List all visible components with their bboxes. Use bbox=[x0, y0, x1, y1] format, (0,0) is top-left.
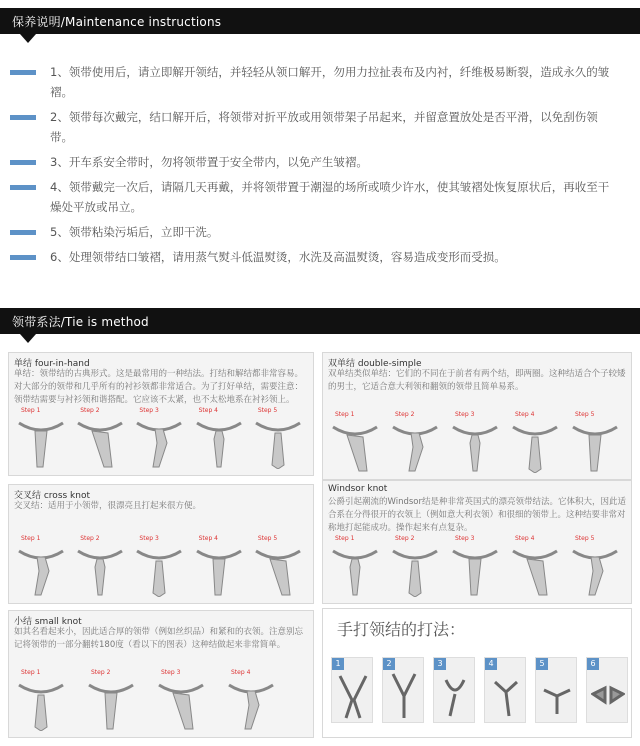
bullet-bar bbox=[10, 185, 36, 190]
knot-panel-hand-bow bbox=[322, 608, 632, 738]
tie-illustration bbox=[72, 541, 128, 597]
list-item-text: 1、领带使用后，请立即解开领结，并轻轻从领口解开，勿用力拉扯表布及内衬，纤维极易断裂，造成永久的皱褶。 bbox=[50, 65, 610, 99]
knot-step bbox=[153, 669, 213, 731]
list-item bbox=[10, 177, 630, 217]
step-number-badge: 3 bbox=[434, 658, 446, 670]
bullet-bar bbox=[10, 160, 36, 165]
knot-step bbox=[327, 535, 387, 597]
knot-step bbox=[507, 411, 567, 473]
tie-illustration bbox=[191, 541, 247, 597]
list-item bbox=[10, 222, 630, 242]
bow-illustration bbox=[591, 670, 625, 720]
step-label: Step 5 bbox=[257, 535, 278, 542]
hand-knot-step bbox=[484, 657, 526, 723]
tie-illustration bbox=[327, 541, 383, 597]
step-number-badge: 5 bbox=[536, 658, 548, 670]
tie-illustration bbox=[327, 417, 383, 473]
knot-steps bbox=[13, 669, 309, 731]
tie-method-banner bbox=[0, 308, 640, 334]
knot-step bbox=[387, 411, 447, 473]
step-label: Step 4 bbox=[515, 411, 535, 418]
tie-illustration bbox=[567, 541, 623, 597]
banner-notch bbox=[20, 334, 36, 343]
bow-illustration bbox=[336, 670, 370, 720]
step-label: Step 5 bbox=[575, 535, 595, 542]
step-label: Step 1 bbox=[335, 411, 355, 418]
knot-steps bbox=[13, 535, 309, 597]
step-number-badge: 2 bbox=[383, 658, 395, 670]
step-label: Step 2 bbox=[80, 535, 100, 542]
knot-description: 单结：领带结的古典形式。这是最常用的一种结法。打结和解结都非常容易。对大部分的领带和几乎所有的衬衫领都非常适合。为了打好单结，需要注意：领带结需要与衬衫领和谐搭配。它应该不太紧，也不太松地系在衬衫领上。 bbox=[14, 369, 304, 405]
knot-panel-windsor bbox=[322, 480, 632, 604]
step-label: Step 2 bbox=[395, 411, 415, 418]
tie-illustration bbox=[191, 413, 247, 469]
knot-description: 交叉结：适用于小领带，很漂亮且打起来很方便。 bbox=[14, 501, 202, 511]
step-label: Step 4 bbox=[515, 535, 535, 542]
tie-illustration bbox=[250, 413, 306, 469]
knot-step bbox=[191, 535, 250, 597]
hand-knot-steps bbox=[331, 657, 628, 723]
step-label: Step 1 bbox=[21, 669, 41, 676]
knot-step bbox=[223, 669, 283, 731]
bullet-bar bbox=[10, 115, 36, 120]
bow-illustration bbox=[387, 670, 421, 720]
tie-illustration bbox=[72, 413, 128, 469]
knot-steps bbox=[327, 535, 627, 597]
tie-illustration bbox=[153, 675, 209, 731]
step-label: Step 1 bbox=[335, 535, 355, 542]
knot-description: 双单结类似单结：它们的不同在于前者有两个结，即两圈。这种结适合个子较矮的男士，它适合意大利领和翻领的领带且简单易系。 bbox=[328, 369, 626, 392]
step-label: Step 3 bbox=[455, 535, 475, 542]
bow-illustration bbox=[540, 670, 574, 720]
bow-illustration bbox=[438, 670, 472, 720]
knot-step bbox=[83, 669, 143, 731]
knot-step bbox=[327, 411, 387, 473]
tie-illustration bbox=[507, 417, 563, 473]
knot-panel-double-simple bbox=[322, 352, 632, 480]
knot-step bbox=[507, 535, 567, 597]
tie-illustration bbox=[13, 675, 69, 731]
knot-step bbox=[13, 535, 72, 597]
step-number-badge: 6 bbox=[587, 658, 599, 670]
step-label: Step 2 bbox=[91, 669, 111, 676]
tie-method-banner-title: 领带系法/Tie is method bbox=[12, 315, 149, 329]
knot-panel-four-in-hand bbox=[8, 352, 314, 476]
tie-illustration bbox=[131, 413, 187, 469]
knot-panel-cross-knot bbox=[8, 484, 314, 604]
step-label: Step 3 bbox=[161, 669, 181, 676]
tie-illustration bbox=[250, 541, 306, 597]
tie-illustration bbox=[13, 541, 69, 597]
hand-knot-step bbox=[331, 657, 373, 723]
knot-step bbox=[447, 411, 507, 473]
bullet-bar bbox=[10, 70, 36, 75]
step-label: Step 3 bbox=[139, 407, 159, 414]
step-label: Step 4 bbox=[198, 407, 218, 414]
knot-step bbox=[131, 535, 190, 597]
bow-illustration bbox=[489, 670, 523, 720]
knot-steps bbox=[327, 411, 627, 473]
step-label: Step 4 bbox=[231, 669, 251, 676]
step-number-badge: 1 bbox=[332, 658, 344, 670]
knot-title: 交叉结 cross knot bbox=[14, 491, 91, 501]
hand-knot-title: 手打领结的打法： bbox=[337, 620, 466, 639]
step-label: Step 1 bbox=[21, 535, 41, 542]
knot-description: 如其名看起来小，因此适合厚的领带（例如丝织品）和紧和的衣领。注意别忘记将领带的一部分翻转180度（看以下的图表）这种结做起来非常简单。 bbox=[14, 627, 304, 650]
hand-knot-step bbox=[382, 657, 424, 723]
knot-step bbox=[131, 407, 190, 469]
knot-step bbox=[72, 535, 131, 597]
knot-step bbox=[13, 407, 72, 469]
knot-description: 公爵引起潮流的Windsor结是种非常英国式的漂亮领带结法。它体积大，因此适合系在分得很开的衣领上（例如意大利衣领）和很细的领带上。这种结要非常对称地打起能成功。操作起来有点复杂。 bbox=[328, 497, 626, 533]
list-item bbox=[10, 107, 630, 147]
knot-title: 小结 small knot bbox=[14, 617, 82, 627]
step-label: Step 2 bbox=[395, 535, 415, 542]
list-item-text: 5、领带粘染污垢后，立即干洗。 bbox=[50, 225, 219, 239]
knot-title: Windsor knot bbox=[328, 484, 388, 494]
list-item-text: 4、领带戴完一次后，请隔几天再戴，并将领带置于潮湿的场所或喷少许水，使其皱褶处恢复原状后，再收至干燥处平放或吊立。 bbox=[50, 180, 610, 214]
hand-knot-step bbox=[433, 657, 475, 723]
knot-step bbox=[250, 535, 309, 597]
tie-illustration bbox=[223, 675, 279, 731]
tie-illustration bbox=[13, 413, 69, 469]
step-number-badge: 4 bbox=[485, 658, 497, 670]
step-label: Step 3 bbox=[139, 535, 159, 542]
tie-illustration bbox=[83, 675, 139, 731]
maintenance-list bbox=[10, 62, 630, 272]
knot-step bbox=[13, 669, 73, 731]
knot-step bbox=[567, 535, 627, 597]
knot-step bbox=[447, 535, 507, 597]
knot-step bbox=[387, 535, 447, 597]
knot-title: 双单结 double-simple bbox=[328, 359, 422, 369]
tie-illustration bbox=[447, 417, 503, 473]
list-item bbox=[10, 247, 630, 267]
knot-steps bbox=[13, 407, 309, 469]
knot-step bbox=[191, 407, 250, 469]
list-item-text: 6、处理领带结口皱褶，请用蒸气熨斗低温熨烫，水洗及高温熨烫，容易造成变形而受损。 bbox=[50, 250, 506, 264]
step-label: Step 2 bbox=[80, 407, 100, 414]
bullet-bar bbox=[10, 255, 36, 260]
knot-panel-small-knot bbox=[8, 610, 314, 738]
tie-illustration bbox=[131, 541, 187, 597]
list-item-text: 2、领带每次戴完，结口解开后，将领带对折平放或用领带架子吊起来，并留意置放处是否平滑，以免刮伤领带。 bbox=[50, 110, 598, 144]
tie-illustration bbox=[567, 417, 623, 473]
tie-illustration bbox=[507, 541, 563, 597]
knot-step bbox=[567, 411, 627, 473]
list-item bbox=[10, 152, 630, 172]
hand-knot-step bbox=[535, 657, 577, 723]
maintenance-banner-title: 保养说明/Maintenance instructions bbox=[12, 15, 222, 29]
hand-knot-step bbox=[586, 657, 628, 723]
list-item-text: 3、开车系安全带时，勿将领带置于安全带内，以免产生皱褶。 bbox=[50, 155, 368, 169]
knot-step bbox=[72, 407, 131, 469]
step-label: Step 5 bbox=[575, 411, 595, 418]
banner-notch bbox=[20, 34, 36, 43]
maintenance-banner bbox=[0, 8, 640, 34]
step-label: Step 3 bbox=[455, 411, 475, 418]
step-label: Step 1 bbox=[21, 407, 41, 414]
step-label: Step 5 bbox=[257, 407, 278, 414]
knot-step bbox=[250, 407, 309, 469]
tie-illustration bbox=[387, 541, 443, 597]
list-item bbox=[10, 62, 630, 102]
knot-title: 单结 four-in-hand bbox=[14, 359, 90, 369]
bullet-bar bbox=[10, 230, 36, 235]
tie-illustration bbox=[447, 541, 503, 597]
tie-illustration bbox=[387, 417, 443, 473]
step-label: Step 4 bbox=[198, 535, 218, 542]
